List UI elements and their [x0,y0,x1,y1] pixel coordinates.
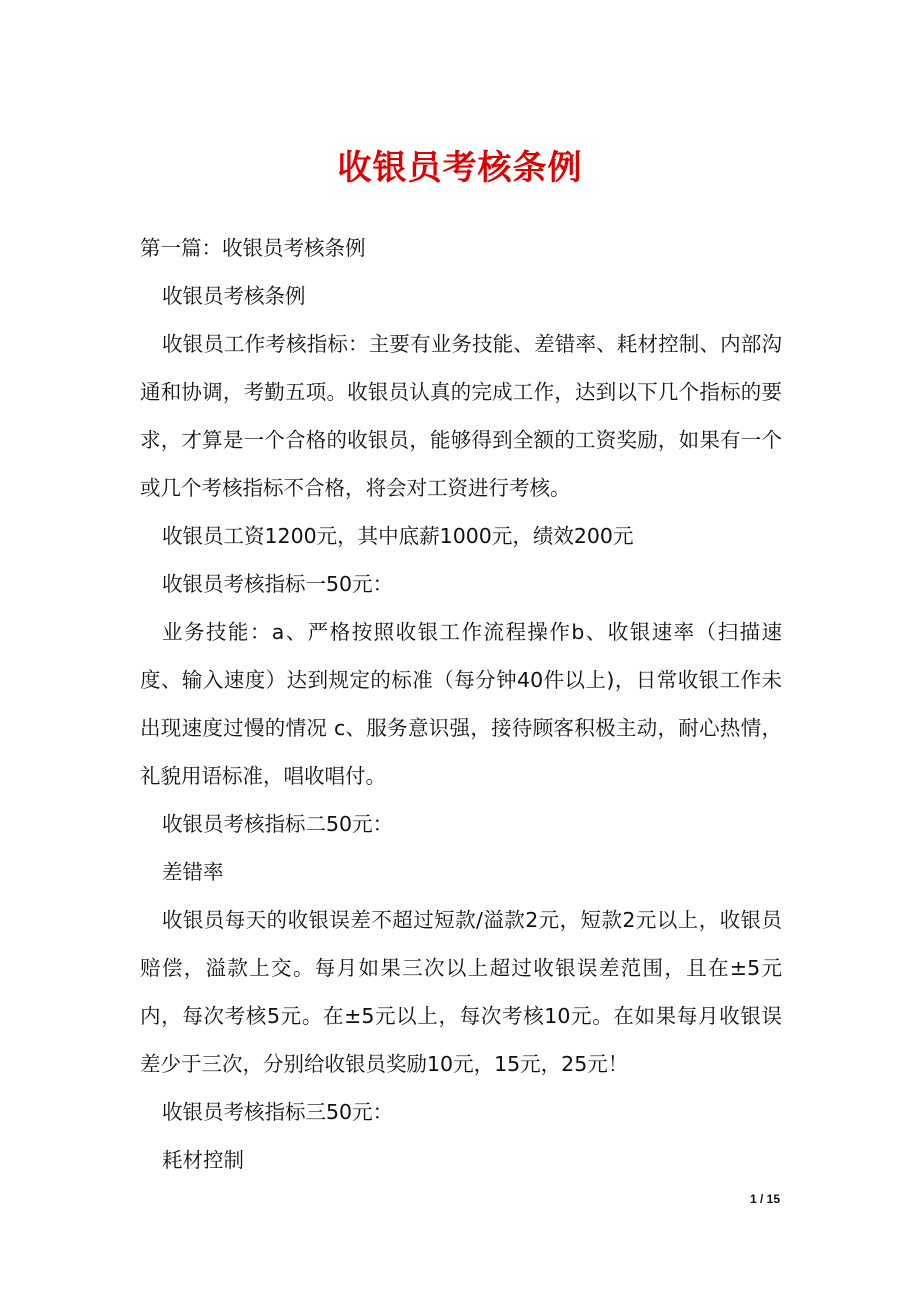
paragraph: 差错率 [162,860,224,884]
paragraph: 收银员工资1200元，其中底薪1000元，绩效200元 [162,524,634,548]
document-body [140,224,782,1184]
section-heading: 第一篇：收银员考核条例 [140,236,366,260]
paragraph: 收银员考核条例 [162,284,306,308]
paragraph: 耗材控制 [162,1148,244,1172]
paragraph: 收银员每天的收银误差不超过短款/溢款2元，短款2元以上，收银员赔偿，溢款上交。每月如果三次以上超过收银误差范围，且在±5元内，每次考核5元。在±5元以上，每次考核10元。在如果每月收银误差少于三次，分别给收银员奖励10元，15元，25元！ [140,908,782,1076]
paragraph: 收银员工作考核指标：主要有业务技能、差错率、耗材控制、内部沟通和协调，考勤五项。收银员认真的完成工作，达到以下几个指标的要求，才算是一个合格的收银员，能够得到全额的工资奖励，如果有一个或几个考核指标不合格，将会对工资进行考核。 [140,332,782,500]
paragraph: 收银员考核指标三50元： [162,1100,394,1124]
paragraph: 业务技能：a、严格按照收银工作流程操作b、收银速率（扫描速度、输入速度）达到规定的标准（每分钟40件以上)，日常收银工作未出现速度过慢的情况 c、服务意识强，接待顾客积极主动，耐心热情，礼貌用语标准，唱收唱付。 [140,620,782,788]
page-number: 1 / 15 [749,1192,780,1206]
paragraph: 收银员考核指标二50元： [162,812,394,836]
document-title: 收银员考核条例 [337,148,583,188]
paragraph: 收银员考核指标一50元： [162,572,394,596]
